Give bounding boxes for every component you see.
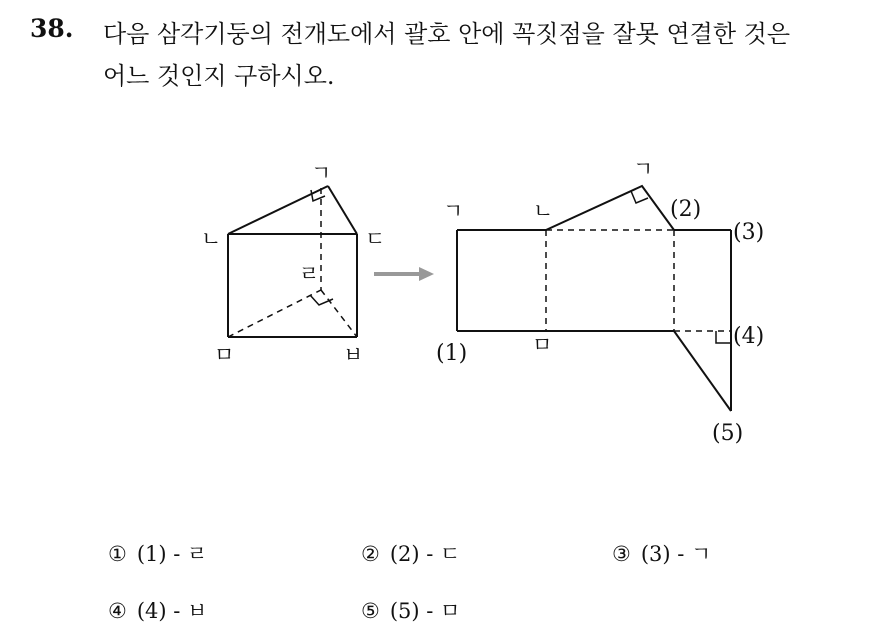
prism-hidden-edges [228,188,357,337]
net-label-p1: (1) [436,341,468,366]
net-fold-lines [546,230,731,331]
prism-edge-top-left [228,186,328,234]
net-label-p4: (4) [733,324,765,349]
right-angle-mark-net-bottom [716,331,731,343]
prism-label-right: ㄷ [365,227,386,251]
prism-label-top: ㄱ [311,161,332,185]
choice-5-mark: ⑤ [361,599,380,623]
arrow-head [419,267,434,281]
net-label-mid-top: ㄴ [533,199,554,223]
net-labels [436,157,764,446]
right-angle-mark-net-top [631,191,648,203]
net-label-apex: ㄱ [633,157,654,181]
choice-4-text: (4) - ㅂ [136,599,208,623]
prism-label-left: ㄴ [201,227,222,251]
net-label-p5: (5) [712,421,744,446]
prism-edge-top-right [328,186,357,234]
question-number: 38. [30,14,74,43]
choice-3-text: (3) - ㄱ [640,542,712,566]
choice-3-mark: ③ [612,542,631,566]
choice-3[interactable] [612,538,711,568]
choice-1-mark: ① [108,542,127,566]
net-label-top-left: ㄱ [443,199,464,223]
triangular-prism [228,186,357,337]
choice-1[interactable] [108,538,207,568]
right-angle-mark-bottom [310,295,333,305]
choice-4-mark: ④ [108,599,127,623]
prism-label-bottom-right: ㅂ [343,343,364,367]
net-label-mid-bottom: ㅁ [532,333,553,357]
question-text-line1: 다음 삼각기둥의 전개도에서 괄호 안에 꼭짓점을 잘못 연결한 것은 [103,20,790,48]
prism-label-bottom-left: ㅁ [214,343,235,367]
choice-2[interactable] [361,538,460,568]
net-top-outline [457,186,674,230]
prism-label-back-bottom: ㄹ [299,262,320,286]
net-label-p2: (2) [670,197,702,222]
choice-5-text: (5) - ㅁ [389,599,461,623]
choice-2-text: (2) - ㄷ [389,542,461,566]
choice-2-mark: ② [361,542,380,566]
choice-1-text: (1) - ㄹ [136,542,208,566]
arrow-icon [374,267,434,281]
net-label-p3: (3) [733,220,765,245]
question-text-line2: 어느 것인지 구하시오. [103,62,335,90]
